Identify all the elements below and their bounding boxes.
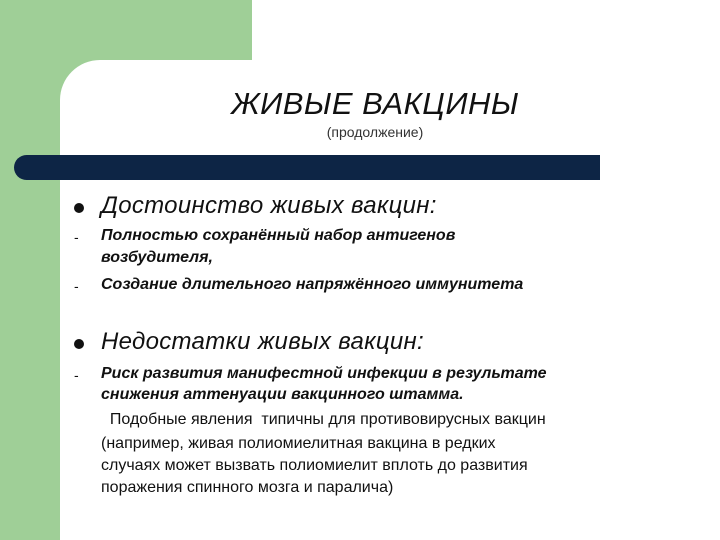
bullet-dot-icon — [74, 339, 84, 349]
advantage-item-line: Полностью сохранённый набор антигенов — [101, 227, 456, 244]
note-line: случаях может вызвать полиомиелит вплоть до развития — [101, 457, 528, 474]
advantage-item-line: Создание длительного напряжённого иммунитета — [101, 276, 524, 293]
section-heading-advantages: Достоинство живых вакцин: — [101, 192, 437, 219]
dash-marker: - — [74, 229, 79, 245]
note-line: (например, живая полиомиелитная вакцина в редких — [101, 435, 496, 452]
disadvantage-item-line: снижения аттенуации вакцинного штамма. — [101, 386, 464, 403]
section-heading-disadvantages: Недостатки живых вакцин: — [101, 328, 424, 355]
title-divider-bar — [14, 155, 600, 180]
slide-subtitle: (продолжение) — [326, 124, 424, 140]
decorative-green-strip — [0, 0, 60, 540]
note-line: поражения спинного мозга и паралича) — [101, 479, 394, 496]
slide-title: ЖИВЫЕ ВАКЦИНЫ — [231, 86, 519, 121]
disadvantage-item-line: Риск развития манифестной инфекции в результате — [101, 365, 547, 382]
note-line: Подобные явления типичны для противовирусных вакцин — [101, 411, 546, 428]
dash-marker: - — [74, 367, 79, 383]
bullet-dot-icon — [74, 203, 84, 213]
advantage-item-line: возбудителя, — [101, 249, 213, 266]
dash-marker: - — [74, 278, 79, 294]
